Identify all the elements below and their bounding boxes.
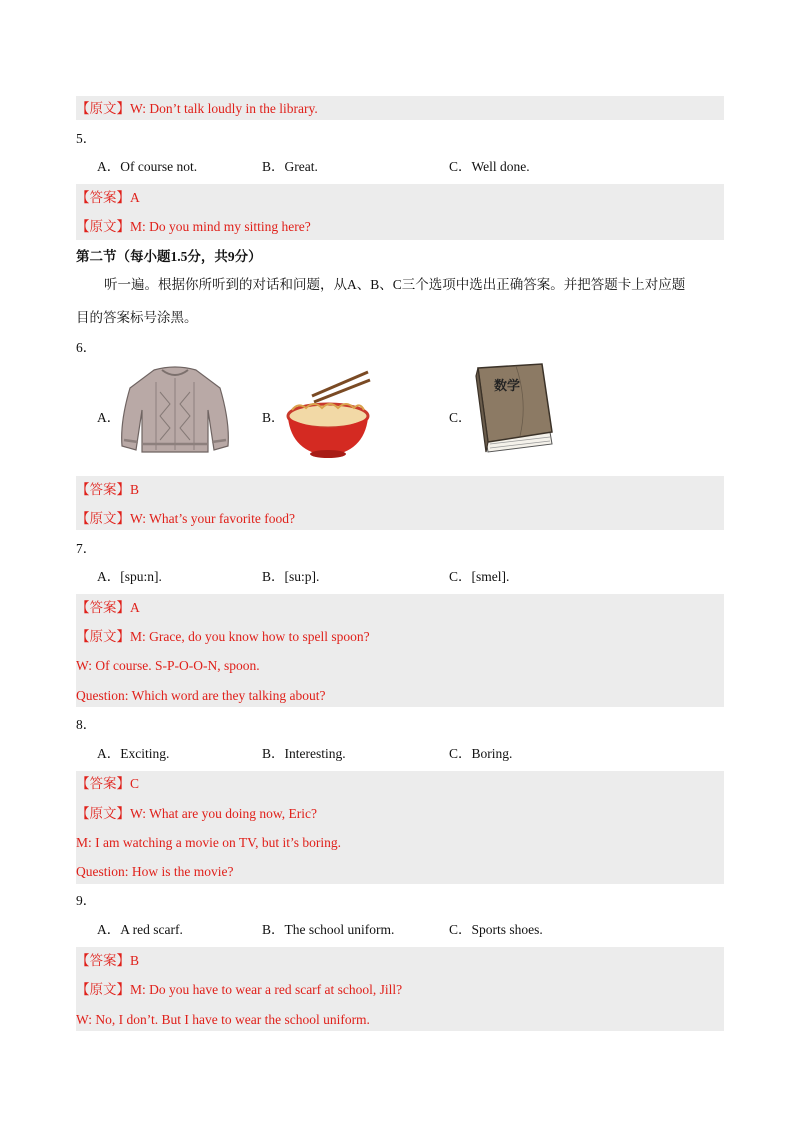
question-number: 5． [76,131,97,146]
transcript-line: 【原文】M: Grace, do you know how to spell spoon? [76,629,370,644]
svg-text:数学: 数学 [494,379,521,394]
option-c: C．Sports shoes. [449,922,543,937]
option-c-label: C． [449,410,472,425]
option-b: B．The school uniform. [262,922,395,937]
transcript-line: 【原文】W: What’s your favorite food? [76,511,295,526]
question-number: 7． [76,541,97,556]
transcript-line: M: I am watching a movie on TV, but it’s boring. [76,835,341,850]
transcript-line: 【原文】W: What are you doing now, Eric? [76,806,317,821]
option-a: A．A red scarf. [97,922,183,937]
option-a: A．Of course not. [97,159,198,174]
transcript-line: 【原文】M: Do you mind my sitting here? [76,219,311,234]
question-number: 9． [76,893,97,908]
transcript-line: 【原文】M: Do you have to wear a red scarf at school, Jill? [76,982,403,997]
answer-line: 【答案】B [76,482,140,497]
option-a: A．[spu:n]. [97,569,162,584]
transcript-line: 【原文】W: Don’t talk loudly in the library. [76,101,318,116]
option-b: B．[su:p]. [262,569,320,584]
sweater-image [116,362,234,458]
option-c: C．Well done. [449,159,530,174]
option-b-label: B． [262,410,285,425]
question-number: 6． [76,340,97,355]
noodles-image [284,366,372,460]
transcript-line: Question: Which word are they talking about? [76,688,326,703]
answer-line: 【答案】A [76,190,140,205]
math-book-image [472,362,558,456]
answer-line: 【答案】C [76,776,140,791]
answer-line: 【答案】B [76,953,140,968]
option-b: B．Interesting. [262,746,346,761]
option-b: B．Great. [262,159,318,174]
transcript-line: W: No, I don’t. But I have to wear the school uniform. [76,1012,370,1027]
question-number: 8． [76,717,97,732]
section-heading: 第二节（每小题1.5分，共9分） [76,249,262,264]
option-a-label: A． [97,410,121,425]
transcript-line: Question: How is the movie? [76,864,234,879]
transcript-line: W: Of course. S-P-O-O-N, spoon. [76,658,260,673]
option-a: A．Exciting. [97,746,170,761]
option-c: C．[smel]. [449,569,510,584]
answer-line: 【答案】A [76,600,140,615]
section-instruction: 听一遍。根据你所听到的对话和问题，从A、B、C三个选项中选出正确答案。并把答题卡上对应题 [104,277,686,292]
section-instruction-cont: 目的答案标号涂黑。 [76,310,198,325]
option-c: C．Boring. [449,746,513,761]
